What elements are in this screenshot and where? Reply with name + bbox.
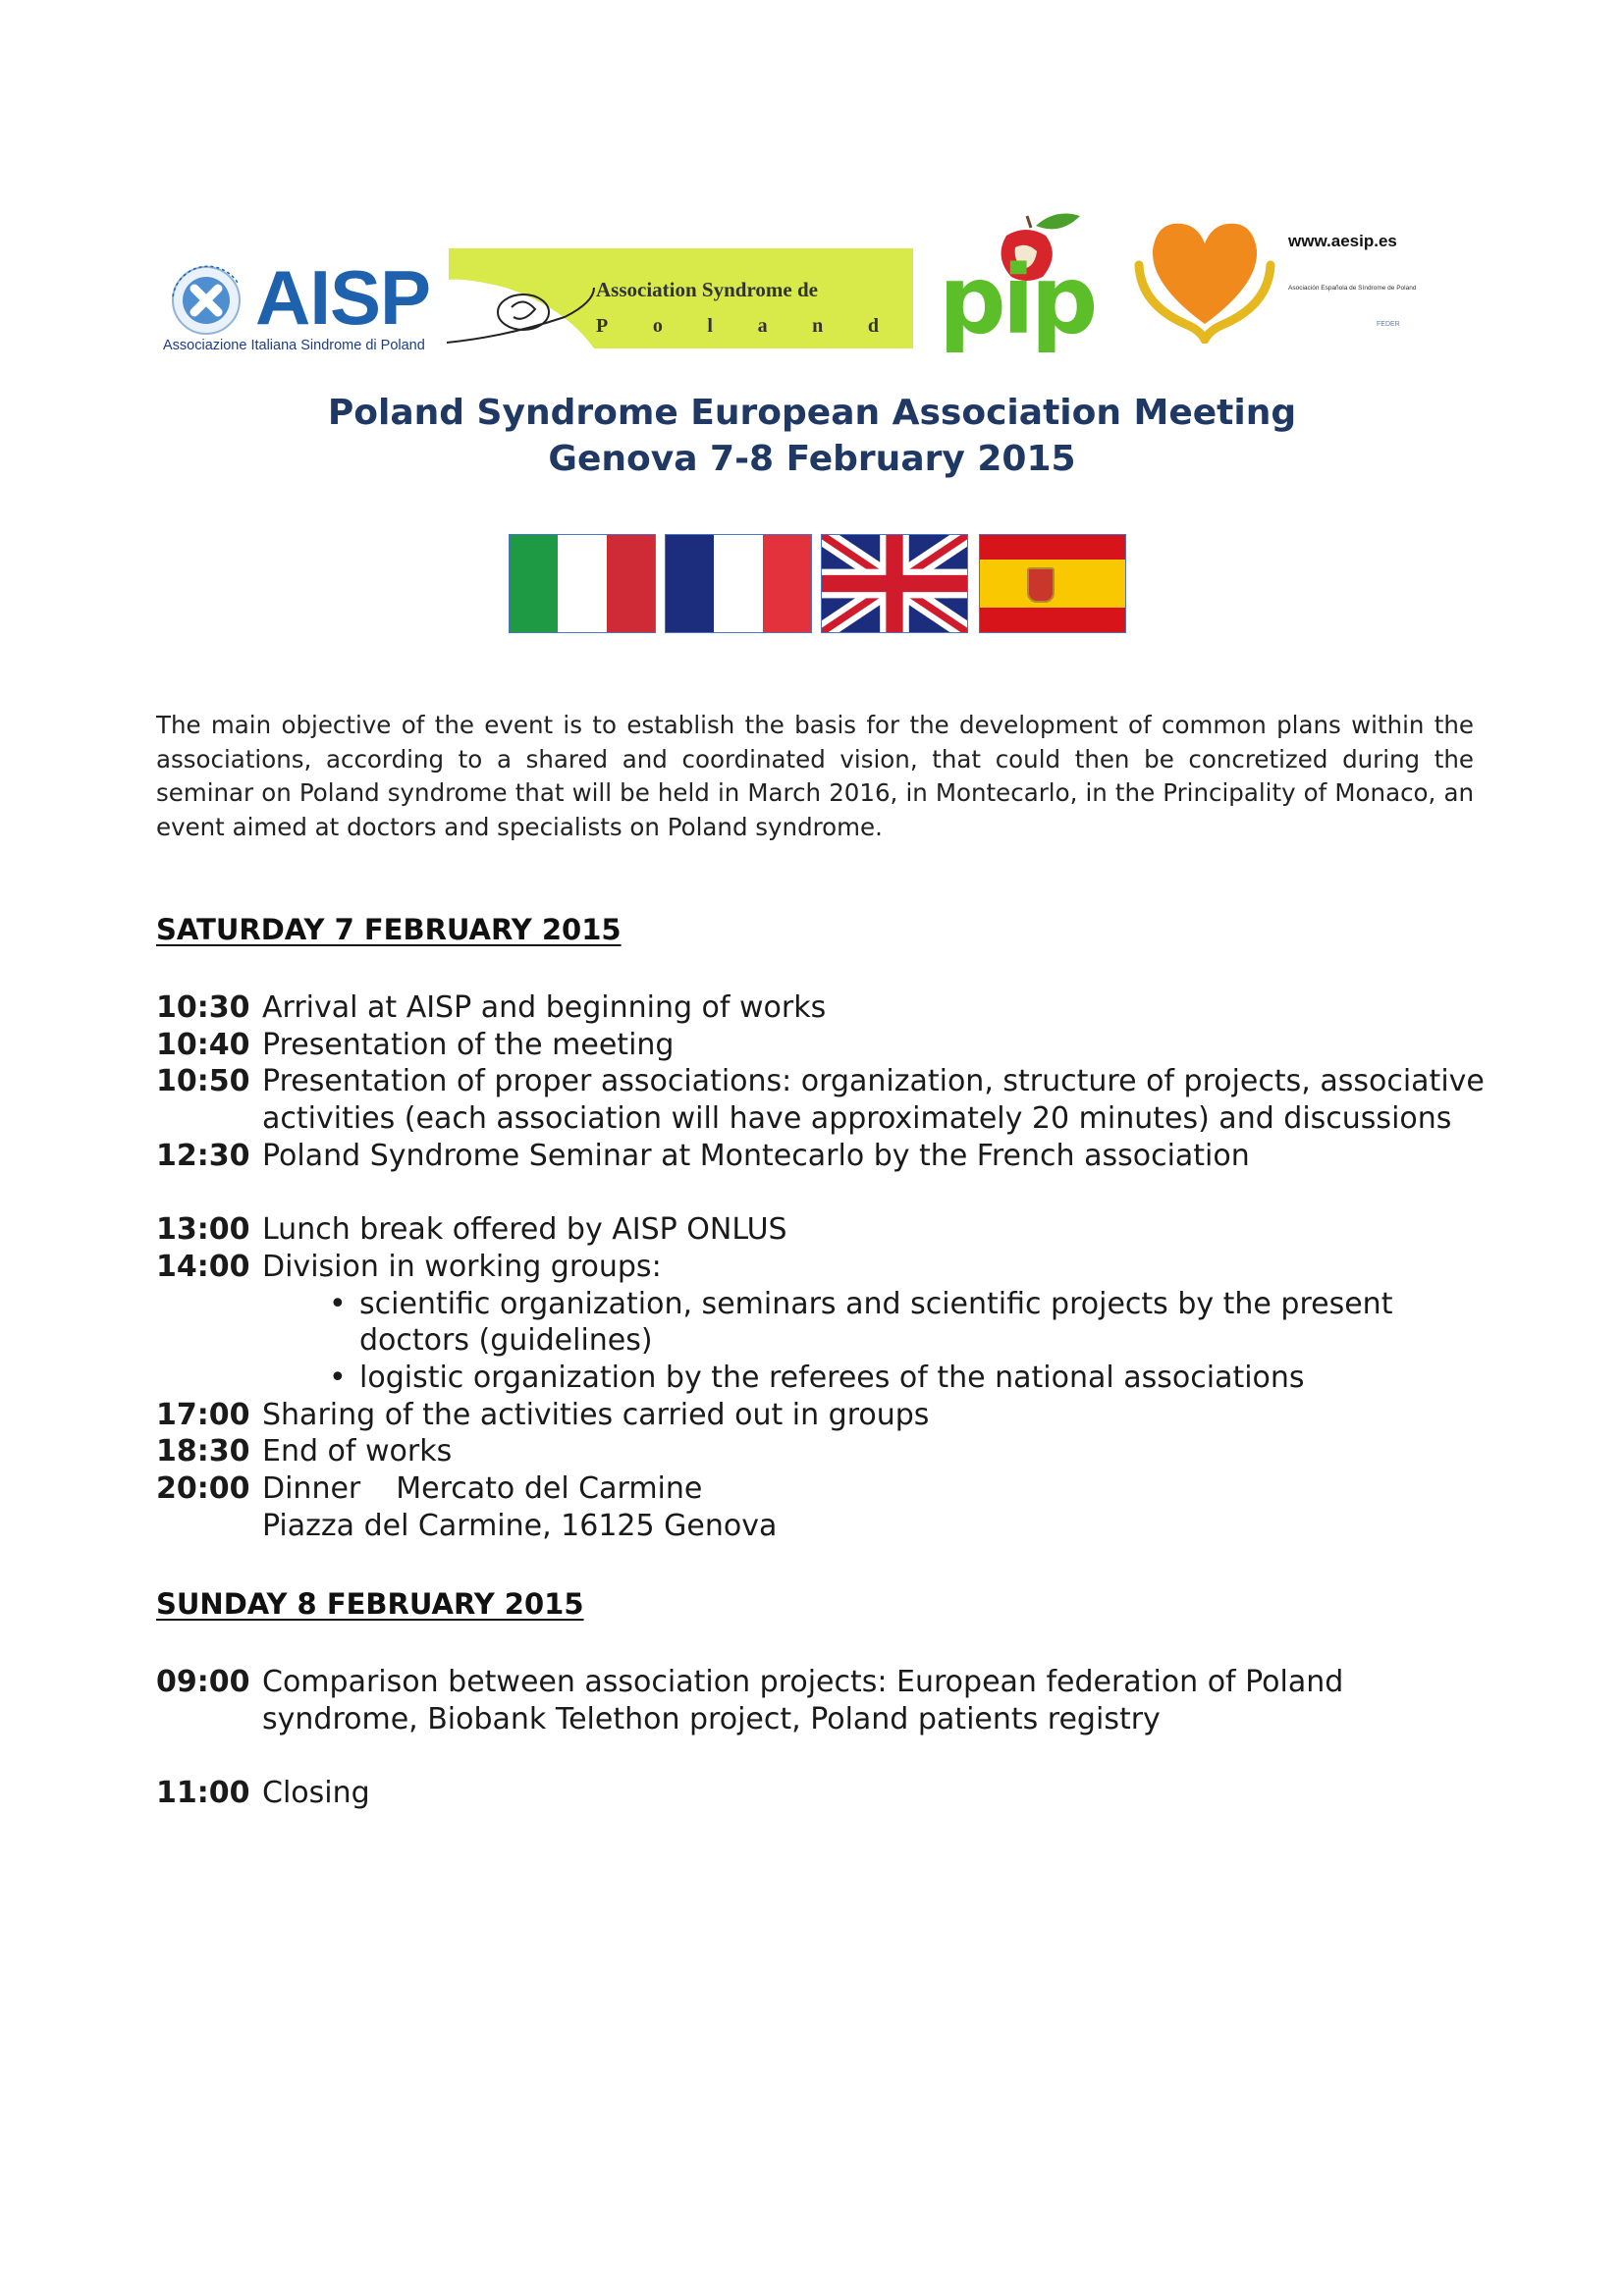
schedule-time: 13:00 (156, 1212, 250, 1248)
aisp-emblem-icon (157, 253, 255, 342)
schedule-item (156, 1433, 1491, 1470)
feder-label: FEDER (1377, 321, 1400, 328)
pip-wordmark: pip (939, 245, 1095, 355)
aesip-logo (1131, 206, 1426, 344)
aesip-url[interactable]: www.aesip.es (1288, 232, 1397, 250)
asp-letter: l (707, 315, 713, 337)
schedule-item (156, 1211, 1491, 1249)
asp-letter: P (596, 315, 609, 337)
schedule-text: Comparison between association projects: European federation of Poland syndrome, Biobank Telethon project, Poland patients registry (262, 1665, 1344, 1736)
aisp-wordmark: AISP (255, 254, 431, 341)
schedule-item (156, 1063, 1491, 1137)
schedule-time: 11:00 (156, 1776, 250, 1810)
schedule-text: Lunch break offered by AISP ONLUS (262, 1212, 787, 1248)
france-flag-icon (665, 534, 812, 633)
saturday-heading: SATURDAY 7 FEBRUARY 2015 (156, 913, 622, 946)
aisp-logo (157, 253, 452, 359)
schedule-item (156, 1470, 1491, 1544)
aesip-subtitle: Asociación Española de Síndrome de Poland (1288, 285, 1417, 292)
asp-letter: a (757, 315, 768, 337)
pip-logo (933, 206, 1100, 353)
dinner-address: Piazza del Carmine, 16125 Genova (262, 1508, 778, 1543)
uk-flag-icon (821, 534, 968, 633)
dinner-venue: Mercato del Carmine (396, 1471, 703, 1507)
heart-hands-icon (1131, 206, 1278, 344)
spain-flag-icon (979, 534, 1126, 633)
italy-flag-icon (509, 534, 656, 633)
page-subtitle: Genova 7-8 February 2015 (548, 439, 1076, 479)
schedule-time: 09:00 (156, 1665, 250, 1699)
schedule-text: Presentation of proper associations: organization, structure of projects, associative activities (each association will have approximately 20 minutes) and discussions (262, 1064, 1485, 1137)
schedule-item (156, 1138, 1491, 1175)
schedule-text: Closing (262, 1776, 370, 1810)
list-item: • logistic organization by the referees of the national associations (262, 1360, 1491, 1397)
schedule-item (156, 1664, 1491, 1737)
schedule-text: Dinner (262, 1471, 361, 1507)
asp-letter: d (867, 315, 879, 337)
intro-paragraph: The main objective of the event is to establish the basis for the development of common plans within the associations, according to a shared and coordinated vision, that could then be concretized during the seminar on Poland syndrome that will be held in March 2016, in Montecarlo, in the Principality of Monaco, an event aimed at doctors and specialists on Poland syndrome. (156, 711, 1474, 841)
aisp-subtitle: Associazione Italiana Sindrome di Poland (163, 338, 425, 353)
schedule-text: End of works (262, 1434, 453, 1469)
schedule-item (156, 989, 1491, 1027)
working-groups-list (156, 1286, 1491, 1397)
schedule-text: Poland Syndrome Seminar at Montecarlo by the French association (262, 1138, 1250, 1173)
page-title: Poland Syndrome European Association Meeting (327, 393, 1297, 433)
schedule-time: 10:30 (156, 990, 250, 1025)
schedule-text: Sharing of the activities carried out in groups (262, 1397, 930, 1432)
asp-poland-letters (596, 315, 879, 338)
asp-letter: o (652, 315, 663, 337)
schedule-text-dinner (262, 1470, 1491, 1508)
asp-logo (447, 248, 913, 348)
schedule-text: Arrival at AISP and beginning of works (262, 990, 827, 1025)
asp-emblem-icon (494, 288, 553, 337)
schedule-item (156, 1397, 1491, 1434)
schedule-time: 10:40 (156, 1027, 250, 1062)
schedule-item (156, 1027, 1491, 1064)
schedule-time: 20:00 (156, 1471, 250, 1507)
schedule-text: Division in working groups: (262, 1249, 662, 1284)
schedule-item (156, 1775, 1491, 1812)
schedule-item (156, 1249, 1491, 1397)
schedule-time: 18:30 (156, 1434, 250, 1469)
schedule-time: 17:00 (156, 1397, 250, 1432)
list-item: • scientific organization, seminars and scientific projects by the present doctors (guidelines) (262, 1286, 1491, 1360)
schedule-time: 14:00 (156, 1249, 250, 1284)
schedule-text: Presentation of the meeting (262, 1027, 675, 1062)
asp-letter: n (812, 315, 824, 337)
schedule-time: 10:50 (156, 1064, 250, 1099)
schedule-time: 12:30 (156, 1138, 250, 1173)
sunday-heading: SUNDAY 8 FEBRUARY 2015 (156, 1587, 584, 1621)
asp-title: Association Syndrome de (596, 278, 818, 301)
